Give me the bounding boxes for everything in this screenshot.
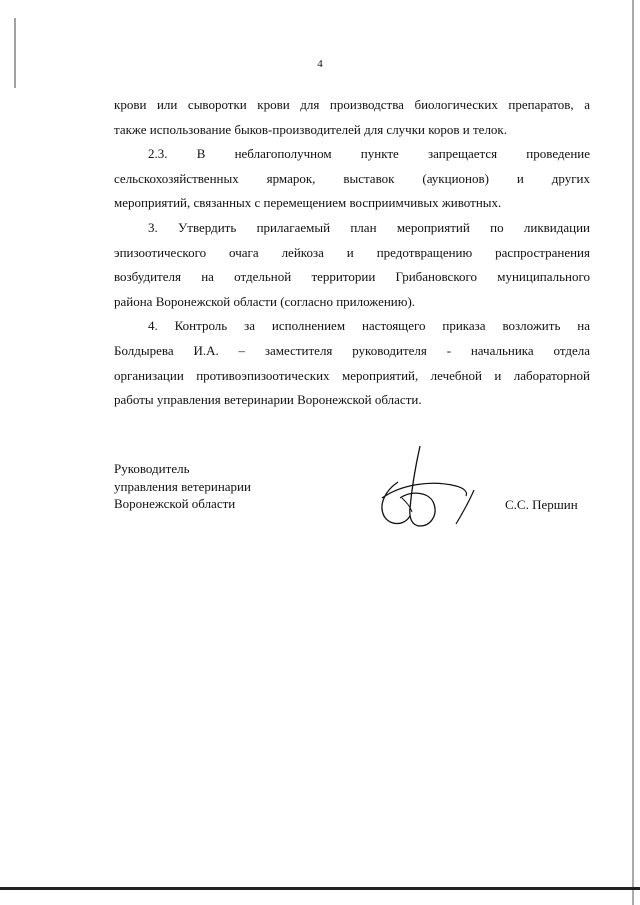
body-text-line: возбудителя на отдельной территории Грибановского муниципального <box>114 269 590 285</box>
body-text-line: также использование быков-производителей для случки коров и телок. <box>114 121 508 137</box>
body-text-line: организации противоэпизоотических мероприятий, лечебной и лабораторной <box>114 367 590 383</box>
body-text-line: района Воронежской области (согласно приложению). <box>114 293 416 309</box>
signature-block <box>114 460 251 513</box>
body-text-line: сельскохозяйственных ярмарок, выставок (аукционов) и других <box>114 170 590 186</box>
page-number: 4 <box>317 58 323 70</box>
body-text-line: эпизоотического очага лейкоза и предотвращению распространения <box>114 244 590 260</box>
body-text-line: крови или сыворотки крови для производства биологических препаратов, а <box>114 97 590 112</box>
signer-title-line-3: Воронежской области <box>114 496 236 511</box>
body-text-line: работы управления ветеринарии Воронежской области. <box>114 392 422 408</box>
scan-edge-bottom <box>0 887 640 890</box>
handwritten-signature <box>372 446 482 532</box>
scan-edge-right <box>632 0 634 905</box>
signer-title-line-1: Руководитель <box>114 461 190 476</box>
document-body <box>114 93 590 413</box>
body-text-line: Болдырева И.А. – заместителя руководителя - начальника отдела <box>114 342 590 358</box>
signer-name: С.С. Першин <box>505 497 578 512</box>
signer-title-line-2: управления ветеринарии <box>114 478 251 494</box>
scan-edge-left <box>14 18 16 88</box>
body-text-line: 4. Контроль за исполнением настоящего приказа возложить на <box>148 318 590 334</box>
body-text-line: 3. Утвердить прилагаемый план мероприятий по ликвидации <box>148 219 590 235</box>
body-text-line: 2.3. В неблагополучном пункте запрещается проведение <box>148 146 590 162</box>
body-text-line: мероприятий, связанных с перемещением восприимчивых животных. <box>114 195 502 211</box>
